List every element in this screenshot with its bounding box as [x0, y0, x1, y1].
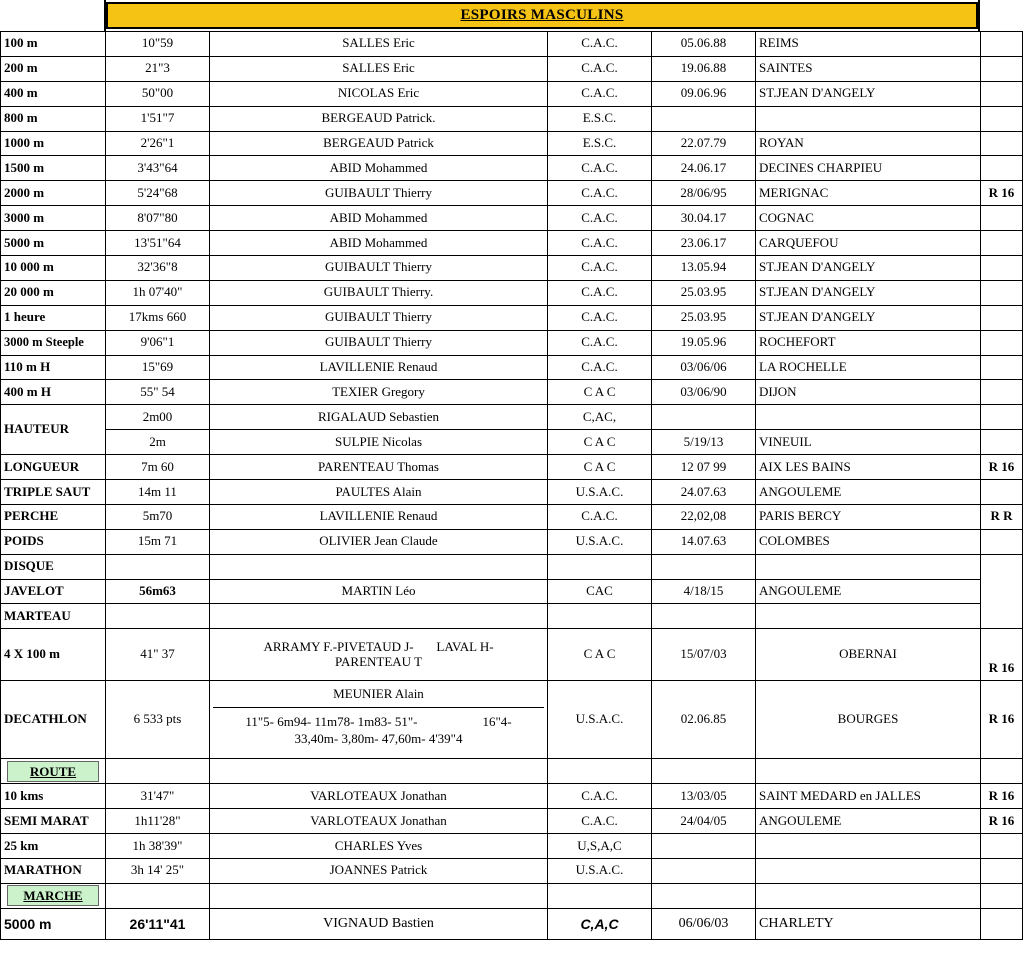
performance-cell: 17kms 660	[106, 305, 210, 330]
athlete-cell: LAVILLENIE Renaud	[210, 504, 548, 529]
event-cell: MARATHON	[1, 858, 106, 883]
performance-cell: 1h 07'40"	[106, 280, 210, 305]
club-cell: C.A.C.	[548, 256, 652, 281]
performance-cell: 26'11"41	[106, 908, 210, 939]
performance-cell: 3h 14' 25"	[106, 858, 210, 883]
table-row	[1, 256, 1023, 281]
event-cell: PERCHE	[1, 504, 106, 529]
place-cell: COGNAC	[756, 206, 981, 231]
athlete-cell: SULPIE Nicolas	[210, 430, 548, 455]
athlete-cell: OLIVIER Jean Claude	[210, 529, 548, 554]
relay-names-line2: PARENTEAU T	[334, 653, 423, 669]
empty-cell	[106, 759, 210, 784]
place-cell: SAINT MEDARD en JALLES	[756, 784, 981, 809]
place-cell	[756, 858, 981, 883]
date-cell: 22.07.79	[652, 131, 756, 156]
performance-cell: 8'07"80	[106, 206, 210, 231]
athlete-cell: VARLOTEAUX Jonathan	[210, 809, 548, 834]
records-table-body	[1, 32, 1023, 940]
performance-cell: 32'36"8	[106, 256, 210, 281]
club-cell: U,S,A,C	[548, 834, 652, 859]
athlete-cell: CHARLES Yves	[210, 834, 548, 859]
performance-cell: 5m70	[106, 504, 210, 529]
place-cell	[756, 554, 981, 579]
performance-cell: 14m 11	[106, 480, 210, 505]
event-cell: 3000 m Steeple	[1, 330, 106, 355]
table-row	[1, 131, 1023, 156]
empty-cell	[210, 759, 548, 784]
club-cell: C.A.C.	[548, 280, 652, 305]
athlete-cell: VARLOTEAUX Jonathan	[210, 784, 548, 809]
club-cell: C.A.C.	[548, 355, 652, 380]
date-cell: 23.06.17	[652, 231, 756, 256]
date-cell: 5/19/13	[652, 430, 756, 455]
athlete-cell: MARTIN Léo	[210, 579, 548, 604]
decathlon-athlete: MEUNIER Alain	[213, 681, 544, 708]
athlete-cell: ABID Mohammed	[210, 156, 548, 181]
decathlon-detail-line1: 11"5- 6m94- 11m78- 1m83- 51"- 16"4-	[245, 714, 512, 730]
empty-cell	[756, 759, 981, 784]
place-cell: AIX LES BAINS	[756, 455, 981, 480]
athlete-cell: GUIBAULT Thierry	[210, 181, 548, 206]
section-cell	[1, 883, 106, 908]
note-cell	[981, 330, 1023, 355]
athlete-cell: BERGEAUD Patrick.	[210, 106, 548, 131]
date-cell: 24/04/05	[652, 809, 756, 834]
date-cell: 24.07.63	[652, 480, 756, 505]
place-cell: VINEUIL	[756, 430, 981, 455]
note-cell	[981, 32, 1023, 57]
performance-cell: 15m 71	[106, 529, 210, 554]
event-cell: 200 m	[1, 56, 106, 81]
date-cell: 05.06.88	[652, 32, 756, 57]
place-cell: ANGOULEME	[756, 480, 981, 505]
place-cell: DECINES CHARPIEU	[756, 156, 981, 181]
note-cell	[981, 529, 1023, 554]
note-cell: R 16	[981, 784, 1023, 809]
title-border-right	[978, 0, 980, 32]
table-row	[1, 504, 1023, 529]
place-cell	[756, 405, 981, 430]
date-cell: 22,02,08	[652, 504, 756, 529]
place-cell: BOURGES	[756, 681, 981, 759]
athlete-cell: RIGALAUD Sebastien	[210, 405, 548, 430]
athlete-cell: TEXIER Gregory	[210, 380, 548, 405]
athlete-cell	[210, 604, 548, 629]
table-row	[1, 480, 1023, 505]
performance-cell: 9'06"1	[106, 330, 210, 355]
decathlon-detail-line2: 33,40m- 3,80m- 47,60m- 4'39"4	[294, 730, 463, 746]
empty-cell	[981, 759, 1023, 784]
section-label-marche: MARCHE	[7, 885, 99, 906]
table-row	[1, 529, 1023, 554]
note-cell: R R	[981, 504, 1023, 529]
club-cell: C A C	[548, 455, 652, 480]
date-cell: 03/06/06	[652, 355, 756, 380]
place-cell: ST.JEAN D'ANGELY	[756, 81, 981, 106]
table-row	[1, 834, 1023, 859]
performance-cell: 3'43"64	[106, 156, 210, 181]
athlete-cell	[210, 681, 548, 759]
place-cell	[756, 604, 981, 629]
place-cell: MERIGNAC	[756, 181, 981, 206]
table-row	[1, 629, 1023, 681]
club-cell: C.A.C.	[548, 32, 652, 57]
club-cell: C A C	[548, 629, 652, 681]
club-cell: C.A.C.	[548, 231, 652, 256]
performance-cell: 2m	[106, 430, 210, 455]
club-cell: C A C	[548, 430, 652, 455]
club-cell	[548, 554, 652, 579]
performance-cell: 1'51"7	[106, 106, 210, 131]
club-cell: C.A.C.	[548, 305, 652, 330]
event-cell: JAVELOT	[1, 579, 106, 604]
place-cell: DIJON	[756, 380, 981, 405]
records-table	[0, 31, 1023, 940]
club-cell: C,A,C	[548, 908, 652, 939]
table-row	[1, 604, 1023, 629]
athlete-cell: SALLES Eric	[210, 32, 548, 57]
note-cell	[981, 834, 1023, 859]
date-cell: 02.06.85	[652, 681, 756, 759]
club-cell: C.A.C.	[548, 81, 652, 106]
athlete-cell: ABID Mohammed	[210, 231, 548, 256]
athlete-cell: GUIBAULT Thierry.	[210, 280, 548, 305]
performance-cell: 2'26"1	[106, 131, 210, 156]
empty-cell	[210, 883, 548, 908]
table-row	[1, 330, 1023, 355]
date-cell: 15/07/03	[652, 629, 756, 681]
event-cell: SEMI MARAT	[1, 809, 106, 834]
table-row	[1, 430, 1023, 455]
performance-cell: 1h11'28"	[106, 809, 210, 834]
performance-cell: 6 533 pts	[106, 681, 210, 759]
date-cell: 30.04.17	[652, 206, 756, 231]
club-cell: C.A.C.	[548, 56, 652, 81]
club-cell: CAC	[548, 579, 652, 604]
event-cell: 25 km	[1, 834, 106, 859]
note-cell	[981, 81, 1023, 106]
event-cell: 3000 m	[1, 206, 106, 231]
athlete-cell: PARENTEAU Thomas	[210, 455, 548, 480]
athlete-cell: ABID Mohammed	[210, 206, 548, 231]
empty-cell	[548, 883, 652, 908]
club-cell: C.A.C.	[548, 206, 652, 231]
page-title-banner	[106, 2, 978, 29]
place-cell: SAINTES	[756, 56, 981, 81]
event-cell: 400 m	[1, 81, 106, 106]
athlete-cell	[210, 554, 548, 579]
note-cell	[981, 480, 1023, 505]
date-cell	[652, 106, 756, 131]
table-row	[1, 579, 1023, 604]
place-cell: CHARLETY	[756, 908, 981, 939]
empty-cell	[548, 759, 652, 784]
table-row	[1, 156, 1023, 181]
note-cell	[981, 380, 1023, 405]
place-cell: OBERNAI	[756, 629, 981, 681]
section-row-route	[1, 759, 1023, 784]
club-cell: C.A.C.	[548, 156, 652, 181]
date-cell: 14.07.63	[652, 529, 756, 554]
performance-cell: 15"69	[106, 355, 210, 380]
event-cell	[1, 681, 106, 759]
performance-cell: 5'24"68	[106, 181, 210, 206]
club-cell: C A C	[548, 380, 652, 405]
club-cell: U.S.A.C.	[548, 480, 652, 505]
date-cell: 19.05.96	[652, 330, 756, 355]
table-row	[1, 908, 1023, 939]
club-cell: E.S.C.	[548, 131, 652, 156]
place-cell: PARIS BERCY	[756, 504, 981, 529]
table-row	[1, 554, 1023, 579]
club-cell: C,AC,	[548, 405, 652, 430]
club-cell: U.S.A.C.	[548, 681, 652, 759]
place-cell: ST.JEAN D'ANGELY	[756, 256, 981, 281]
table-row	[1, 405, 1023, 430]
event-cell: TRIPLE SAUT	[1, 480, 106, 505]
performance-cell: 1h 38'39"	[106, 834, 210, 859]
note-cell: R 16	[981, 809, 1023, 834]
club-cell: U.S.A.C.	[548, 858, 652, 883]
note-cell: R 16	[981, 681, 1023, 759]
decathlon-detail	[213, 708, 544, 747]
date-cell: 24.06.17	[652, 156, 756, 181]
event-cell: 1500 m	[1, 156, 106, 181]
note-cell	[981, 554, 1023, 629]
table-row	[1, 858, 1023, 883]
date-cell: 03/06/90	[652, 380, 756, 405]
event-cell: 800 m	[1, 106, 106, 131]
table-row	[1, 681, 1023, 759]
place-cell: ANGOULEME	[756, 809, 981, 834]
place-cell: ROCHEFORT	[756, 330, 981, 355]
event-cell: 2000 m	[1, 181, 106, 206]
event-cell: 10 kms	[1, 784, 106, 809]
place-cell: ANGOULEME	[756, 579, 981, 604]
athlete-cell: PAULTES Alain	[210, 480, 548, 505]
performance-cell	[106, 554, 210, 579]
athlete-cell	[210, 629, 548, 681]
club-cell: U.S.A.C.	[548, 529, 652, 554]
event-cell: MARTEAU	[1, 604, 106, 629]
empty-cell	[652, 883, 756, 908]
performance-cell: 2m00	[106, 405, 210, 430]
section-row-marche	[1, 883, 1023, 908]
athlete-cell: GUIBAULT Thierry	[210, 305, 548, 330]
note-cell	[981, 206, 1023, 231]
performance-cell: 31'47"	[106, 784, 210, 809]
event-cell: 100 m	[1, 32, 106, 57]
club-cell: C.A.C.	[548, 504, 652, 529]
athlete-cell: VIGNAUD Bastien	[210, 908, 548, 939]
date-cell: 13.05.94	[652, 256, 756, 281]
place-cell	[756, 834, 981, 859]
table-row	[1, 280, 1023, 305]
event-cell: 1 heure	[1, 305, 106, 330]
club-cell	[548, 604, 652, 629]
performance-cell: 10"59	[106, 32, 210, 57]
club-cell: C.A.C.	[548, 784, 652, 809]
table-row	[1, 106, 1023, 131]
event-cell: HAUTEUR	[1, 405, 106, 455]
event-cell: DISQUE	[1, 554, 106, 579]
performance-cell: 13'51"64	[106, 231, 210, 256]
table-row	[1, 355, 1023, 380]
empty-cell	[106, 883, 210, 908]
table-row	[1, 32, 1023, 57]
note-cell	[981, 256, 1023, 281]
note-cell	[981, 430, 1023, 455]
table-row	[1, 784, 1023, 809]
athlete-cell: GUIBAULT Thierry	[210, 330, 548, 355]
date-cell	[652, 554, 756, 579]
empty-cell	[756, 883, 981, 908]
note-cell	[981, 858, 1023, 883]
table-row	[1, 809, 1023, 834]
note-cell	[981, 405, 1023, 430]
place-cell: REIMS	[756, 32, 981, 57]
date-cell: 4/18/15	[652, 579, 756, 604]
section-label-route: ROUTE	[7, 761, 99, 782]
event-cell: 110 m H	[1, 355, 106, 380]
place-cell: CARQUEFOU	[756, 231, 981, 256]
performance-cell: 7m 60	[106, 455, 210, 480]
date-cell: 19.06.88	[652, 56, 756, 81]
event-cell: 20 000 m	[1, 280, 106, 305]
club-cell: E.S.C.	[548, 106, 652, 131]
place-cell: LA ROCHELLE	[756, 355, 981, 380]
table-row	[1, 181, 1023, 206]
performance-cell: 50"00	[106, 81, 210, 106]
date-cell: 25.03.95	[652, 280, 756, 305]
date-cell: 13/03/05	[652, 784, 756, 809]
event-cell: 4 X 100 m	[1, 629, 106, 681]
date-cell: 28/06/95	[652, 181, 756, 206]
club-cell: C.A.C.	[548, 330, 652, 355]
place-cell: ROYAN	[756, 131, 981, 156]
note-cell: R 16	[981, 629, 1023, 681]
table-row	[1, 206, 1023, 231]
note-cell	[981, 355, 1023, 380]
athlete-cell: GUIBAULT Thierry	[210, 256, 548, 281]
place-cell: ST.JEAN D'ANGELY	[756, 280, 981, 305]
note-cell: R 16	[981, 181, 1023, 206]
performance-cell: 56m63	[106, 579, 210, 604]
event-cell: LONGUEUR	[1, 455, 106, 480]
decathlon-label: DECATHLON	[4, 711, 87, 727]
note-cell	[981, 305, 1023, 330]
date-cell: 12 07 99	[652, 455, 756, 480]
note-cell: R 16	[981, 455, 1023, 480]
table-row	[1, 231, 1023, 256]
section-cell	[1, 759, 106, 784]
date-cell	[652, 604, 756, 629]
event-cell: 400 m H	[1, 380, 106, 405]
date-cell: 06/06/03	[652, 908, 756, 939]
athlete-cell: SALLES Eric	[210, 56, 548, 81]
event-cell: 5000 m	[1, 231, 106, 256]
event-cell: 10 000 m	[1, 256, 106, 281]
date-cell: 09.06.96	[652, 81, 756, 106]
date-cell: 25.03.95	[652, 305, 756, 330]
place-cell	[756, 106, 981, 131]
performance-cell: 21"3	[106, 56, 210, 81]
event-cell: POIDS	[1, 529, 106, 554]
note-cell	[981, 56, 1023, 81]
table-row	[1, 81, 1023, 106]
club-cell: C.A.C.	[548, 809, 652, 834]
performance-cell	[106, 604, 210, 629]
club-cell: C.A.C.	[548, 181, 652, 206]
place-cell: ST.JEAN D'ANGELY	[756, 305, 981, 330]
table-row	[1, 305, 1023, 330]
event-cell: 5000 m	[1, 908, 106, 939]
athlete-cell: BERGEAUD Patrick	[210, 131, 548, 156]
relay-names-line1: ARRAMY F.-PIVETAUD J- LAVAL H-	[263, 638, 494, 654]
note-cell	[981, 908, 1023, 939]
table-row	[1, 56, 1023, 81]
table-row	[1, 380, 1023, 405]
athlete-cell: LAVILLENIE Renaud	[210, 355, 548, 380]
note-cell	[981, 231, 1023, 256]
note-cell	[981, 156, 1023, 181]
table-row	[1, 455, 1023, 480]
event-cell: 1000 m	[1, 131, 106, 156]
date-cell	[652, 834, 756, 859]
date-cell	[652, 405, 756, 430]
note-cell	[981, 280, 1023, 305]
performance-cell: 55" 54	[106, 380, 210, 405]
athlete-cell: NICOLAS Eric	[210, 81, 548, 106]
note-cell	[981, 131, 1023, 156]
page-title: ESPOIRS MASCULINS	[460, 7, 624, 23]
date-cell	[652, 858, 756, 883]
performance-cell: 41" 37	[106, 629, 210, 681]
empty-cell	[981, 883, 1023, 908]
note-cell	[981, 106, 1023, 131]
athlete-cell: JOANNES Patrick	[210, 858, 548, 883]
empty-cell	[652, 759, 756, 784]
place-cell: COLOMBES	[756, 529, 981, 554]
